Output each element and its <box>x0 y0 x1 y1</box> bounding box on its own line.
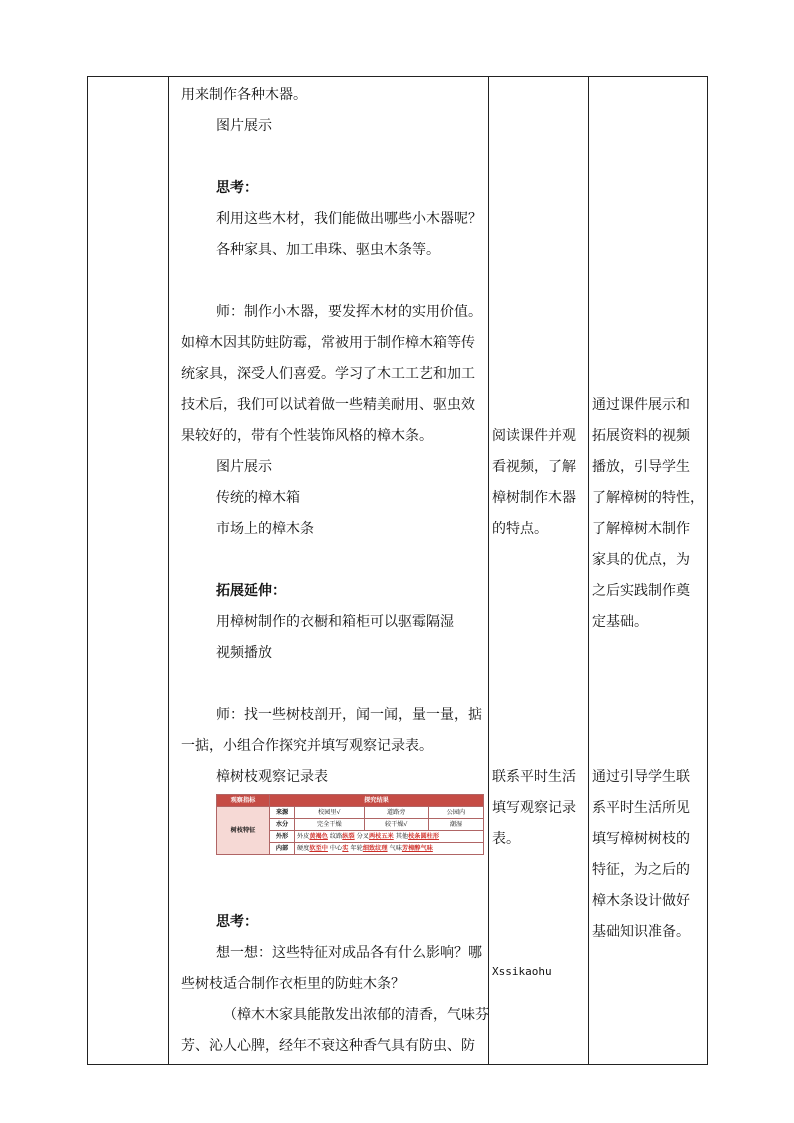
table-header: 观察指标 <box>217 795 270 807</box>
picture-display-label: 图片展示 <box>216 118 272 134</box>
table-cell: 潮湿 <box>428 819 483 831</box>
extension-text: 用樟树制作的衣橱和箱柜可以驱霉隔湿 <box>216 614 454 630</box>
intent-line: 填写樟树树枝的 <box>592 831 690 847</box>
intent-line: 通过课件展示和 <box>592 397 690 413</box>
intent-line: 了解樟树木制作 <box>592 521 690 537</box>
observation-record-table <box>216 794 484 855</box>
feature-cell: 树枝特征 <box>217 807 270 855</box>
activity-line: 的特点。 <box>492 521 548 537</box>
table-cell <box>295 831 484 843</box>
think-question: 利用这些木材，我们能做出哪些小木器呢？ <box>216 211 482 227</box>
column-divider-1 <box>168 76 169 1065</box>
picture-display-label: 图片展示 <box>216 459 272 475</box>
teacher-paragraph-line: 师：制作小木器，要发挥木材的实用价值。 <box>216 304 482 320</box>
cell-key: 中心 <box>329 845 343 852</box>
cell-value: 两枝五米 <box>369 833 394 840</box>
cell-value: 软至中 <box>309 845 328 852</box>
table-cell: 道路旁 <box>364 807 428 819</box>
cell-value: 芳樟醇气味 <box>401 845 433 852</box>
intent-line: 定基础。 <box>592 614 648 630</box>
activity-line: 填写观察记录 <box>492 800 576 816</box>
explanation-line: 芳、沁人心脾，经年不衰这种香气具有防虫、防 <box>181 1038 475 1054</box>
intent-line: 了解樟树的特性， <box>592 490 704 506</box>
intent-line: 通过引导学生联 <box>592 769 690 785</box>
row-label: 水分 <box>270 819 295 831</box>
teacher-paragraph-line: 果较好的，带有个性装饰风格的樟木条。 <box>181 428 433 444</box>
market-strip-label: 市场上的樟木条 <box>216 521 314 537</box>
cell-key: 气味 <box>389 845 402 852</box>
activity-line: 樟树制作木器 <box>492 490 576 506</box>
table-cell: 校园里√ <box>295 807 365 819</box>
intent-line: 播放，引导学生 <box>592 459 690 475</box>
intent-line: 系平时生活所见 <box>592 800 690 816</box>
intent-line: 拓展资料的视频 <box>592 428 690 444</box>
cell-value: 枝条圆柱形 <box>408 833 440 840</box>
think-question-line: 想一想：这些特征对成品各有什么影响？哪 <box>216 945 482 961</box>
table-header: 探究结果 <box>270 795 484 807</box>
table-cell: 较干燥√ <box>364 819 428 831</box>
cell-value: 实 <box>342 845 349 852</box>
table-cell: 公园内 <box>428 807 483 819</box>
think-question-line: 些树枝适合制作衣柜里的防蛀木条？ <box>181 976 405 992</box>
teacher-instruction-line: 一掂，小组合作探究并填写观察记录表。 <box>181 738 433 754</box>
activity-line: 看视频，了解 <box>492 459 576 475</box>
cell-value: 黄褐色 <box>309 833 328 840</box>
think-label: 思考： <box>216 180 258 196</box>
cell-key: 硬度 <box>297 845 310 852</box>
extension-label: 拓展延伸： <box>216 583 286 599</box>
intent-line: 基础知识准备。 <box>592 924 690 940</box>
watermark-text: Xssikaohu <box>492 965 552 978</box>
cell-key: 年轮 <box>350 845 363 852</box>
teaching-content-column <box>181 76 487 793</box>
teacher-paragraph-line: 统家具，深受人们喜爱。学习了木工工艺和加工 <box>181 366 475 382</box>
teaching-content-continued <box>181 907 487 1062</box>
content-line: 用来制作各种木器。 <box>181 87 307 103</box>
cell-key: 纹路 <box>329 833 343 840</box>
video-label: 视频播放 <box>216 645 272 661</box>
column-divider-3 <box>588 76 589 1065</box>
intent-line: 家具的优点，为 <box>592 552 690 568</box>
teacher-paragraph-line: 技术后，我们可以试着做一些精美耐用、驱虫效 <box>181 397 475 413</box>
row-label: 外形 <box>270 831 295 843</box>
cell-value: 纵裂 <box>342 833 355 840</box>
intent-line: 之后实践制作奠 <box>592 583 690 599</box>
activity-line: 表。 <box>492 831 520 847</box>
think-answer: 各种家具、加工串珠、驱虫木条等。 <box>216 242 440 258</box>
observation-table-title: 樟树枝观察记录表 <box>216 769 328 785</box>
cell-key: 其他 <box>395 833 409 840</box>
explanation-line: （樟木木家具能散发出浓郁的清香，气味芬 <box>223 1007 489 1023</box>
activity-line: 阅读课件并观 <box>492 428 576 444</box>
teacher-paragraph-line: 如樟木因其防蛀防霉，常被用于制作樟木箱等传 <box>181 335 475 351</box>
traditional-box-label: 传统的樟木箱 <box>216 490 300 506</box>
cell-key: 分叉 <box>356 833 369 840</box>
intent-line: 樟木条设计做好 <box>592 893 690 909</box>
row-label: 内部 <box>270 843 295 855</box>
table-cell: 完全干燥 <box>295 819 365 831</box>
think-label: 思考： <box>216 914 258 930</box>
activity-line: 联系平时生活 <box>492 769 576 785</box>
teacher-instruction-line: 师：找一些树枝剖开，闻一闻，量一量，掂 <box>216 707 482 723</box>
table-cell <box>295 843 484 855</box>
row-label: 来源 <box>270 807 295 819</box>
column-divider-2 <box>488 76 489 1065</box>
cell-key: 外皮 <box>297 833 310 840</box>
cell-value: 细致纹理 <box>362 845 388 852</box>
intent-line: 特征，为之后的 <box>592 862 690 878</box>
